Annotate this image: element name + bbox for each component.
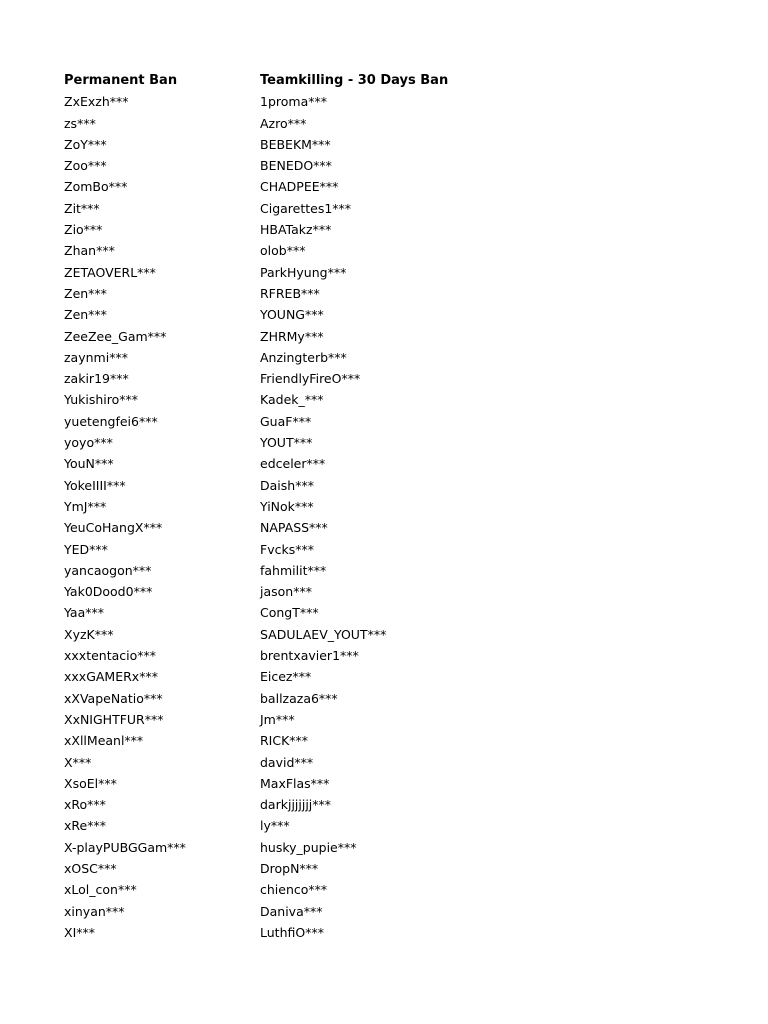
permanent-ban-entry: Yaa***: [64, 605, 104, 621]
permanent-ban-entry: Zhan***: [64, 243, 115, 259]
permanent-ban-entry: XxNIGHTFUR***: [64, 711, 164, 727]
permanent-ban-entry: xXllMeanl***: [64, 733, 144, 749]
teamkilling-ban-entry: ballzaza6***: [260, 690, 338, 706]
teamkilling-ban-entry: Daish***: [260, 477, 314, 493]
teamkilling-ban-entry: darkjjjjjjj***: [260, 797, 332, 813]
teamkilling-ban-entry: brentxavier1***: [260, 648, 359, 664]
permanent-ban-entry: Yak0Dood0***: [64, 584, 153, 600]
permanent-ban-entry: zaynmi***: [64, 349, 128, 365]
teamkilling-ban-entry: david***: [260, 754, 314, 770]
teamkilling-ban-entry: CongT***: [260, 605, 319, 621]
permanent-ban-entry: yancaogon***: [64, 562, 152, 578]
permanent-ban-entry: ZxExzh***: [64, 94, 129, 110]
teamkilling-ban-entry: 1proma***: [260, 94, 327, 110]
teamkilling-ban-entry: MaxFlas***: [260, 775, 330, 791]
teamkilling-ban-entry: husky_pupie***: [260, 839, 357, 855]
teamkilling-ban-entry: RFREB***: [260, 285, 320, 301]
teamkilling-ban-entry: GuaF***: [260, 413, 312, 429]
teamkilling-ban-entry: Anzingterb***: [260, 349, 347, 365]
teamkilling-ban-entry: Daniva***: [260, 903, 323, 919]
permanent-ban-entry: xXVapeNatio***: [64, 690, 163, 706]
permanent-ban-entry: xRo***: [64, 797, 106, 813]
teamkilling-ban-entry: HBATakz***: [260, 222, 332, 238]
permanent-ban-entry: zs***: [64, 115, 96, 131]
teamkilling-ban-entry: YiNok***: [260, 498, 314, 514]
permanent-ban-entry: xxxGAMERx***: [64, 669, 158, 685]
teamkilling-ban-column: [260, 70, 560, 943]
permanent-ban-entry: YokeIIII***: [64, 477, 126, 493]
permanent-ban-entry: Zen***: [64, 307, 107, 323]
teamkilling-ban-entry: BEBEKM***: [260, 136, 331, 152]
permanent-ban-entry: X-playPUBGGam***: [64, 839, 186, 855]
permanent-ban-entry: XsoEl***: [64, 775, 117, 791]
permanent-ban-entry: XI***: [64, 924, 95, 940]
teamkilling-ban-entry: NAPASS***: [260, 520, 328, 536]
permanent-ban-entry: yoyo***: [64, 435, 113, 451]
teamkilling-ban-entry: Fvcks***: [260, 541, 314, 557]
teamkilling-ban-entry: Cigarettes1***: [260, 200, 352, 216]
teamkilling-ban-entry: CHADPEE***: [260, 179, 339, 195]
permanent-ban-entry: xinyan***: [64, 903, 125, 919]
permanent-ban-entry: xLol_con***: [64, 882, 137, 898]
permanent-ban-entry: xxxtentacio***: [64, 648, 157, 664]
teamkilling-ban-entry: edceler***: [260, 456, 326, 472]
permanent-ban-entry: X***: [64, 754, 92, 770]
permanent-ban-entry: yuetengfei6***: [64, 413, 158, 429]
teamkilling-ban-entry: RICK***: [260, 733, 309, 749]
permanent-ban-entry: zakir19***: [64, 371, 129, 387]
permanent-ban-entry: xRe***: [64, 818, 106, 834]
permanent-ban-entry: Zoo***: [64, 158, 107, 174]
permanent-ban-column: [64, 70, 254, 943]
teamkilling-ban-entry: DropN***: [260, 860, 319, 876]
permanent-ban-entry: YED***: [64, 541, 108, 557]
permanent-ban-entry: Zit***: [64, 200, 100, 216]
permanent-ban-entry: Zen***: [64, 285, 107, 301]
permanent-ban-entry: YeuCoHangX***: [64, 520, 163, 536]
teamkilling-ban-entry: BENEDO***: [260, 158, 332, 174]
permanent-ban-header: Permanent Ban: [64, 73, 178, 88]
permanent-ban-entry: Yukishiro***: [64, 392, 139, 408]
permanent-ban-entry: Zio***: [64, 222, 103, 238]
teamkilling-ban-entry: jason***: [260, 584, 312, 600]
teamkilling-ban-entry: FriendlyFireO***: [260, 371, 361, 387]
teamkilling-ban-entry: ly***: [260, 818, 290, 834]
teamkilling-ban-entry: YOUNG***: [260, 307, 324, 323]
teamkilling-ban-entry: ZHRMy***: [260, 328, 324, 344]
teamkilling-ban-entry: chienco***: [260, 882, 328, 898]
permanent-ban-entry: xOSC***: [64, 860, 117, 876]
teamkilling-ban-header: Teamkilling - 30 Days Ban: [260, 73, 449, 88]
teamkilling-ban-entry: Eicez***: [260, 669, 312, 685]
permanent-ban-entry: YmJ***: [64, 498, 107, 514]
teamkilling-ban-entry: fahmilit***: [260, 562, 327, 578]
teamkilling-ban-entry: Jm***: [260, 711, 295, 727]
teamkilling-ban-entry: ParkHyung***: [260, 264, 347, 280]
permanent-ban-entry: YouN***: [64, 456, 114, 472]
teamkilling-ban-entry: Kadek_***: [260, 392, 324, 408]
teamkilling-ban-entry: olob***: [260, 243, 306, 259]
teamkilling-ban-entry: YOUT***: [260, 435, 313, 451]
teamkilling-ban-entry: SADULAEV_YOUT***: [260, 626, 387, 642]
permanent-ban-entry: ZETAOVERL***: [64, 264, 156, 280]
permanent-ban-entry: ZeeZee_Gam***: [64, 328, 167, 344]
teamkilling-ban-entry: Azro***: [260, 115, 307, 131]
permanent-ban-entry: ZomBo***: [64, 179, 128, 195]
permanent-ban-entry: XyzK***: [64, 626, 114, 642]
teamkilling-ban-entry: LuthfiO***: [260, 924, 324, 940]
permanent-ban-entry: ZoY***: [64, 136, 107, 152]
